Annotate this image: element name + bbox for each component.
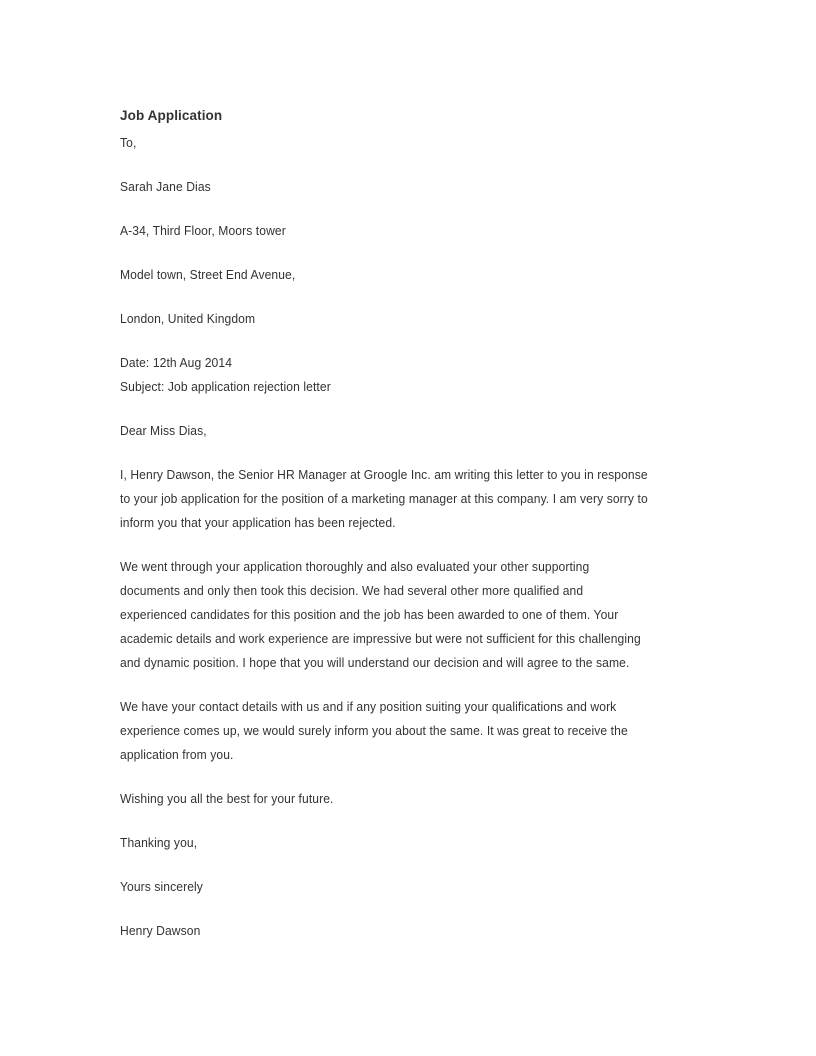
letter-greeting: Dear Miss Dias,	[120, 423, 207, 438]
recipient-name: Sarah Jane Dias	[120, 179, 211, 194]
paragraph-line: We went through your application thoroughly and also evaluated your other supporting	[120, 559, 590, 574]
letter-date: Date: 12th Aug 2014	[120, 355, 233, 370]
paragraph-line: We have your contact details with us and if any position suiting your qualifications and work	[120, 699, 617, 714]
address-line-3: London, United Kingdom	[120, 311, 256, 326]
letter-thanks: Thanking you,	[120, 835, 198, 850]
address-line-2: Model town, Street End Avenue,	[120, 267, 296, 282]
paragraph-line: experience comes up, we would surely inform you about the same. It was great to receive the	[120, 723, 628, 738]
paragraph-line: experienced candidates for this position and the job has been awarded to one of them. Your	[120, 607, 619, 622]
paragraph-line: application from you.	[120, 747, 234, 762]
paragraph-line: to your job application for the position of a marketing manager at this company. I am very sorry to	[120, 491, 648, 506]
letter-signature: Henry Dawson	[120, 923, 201, 938]
address-line-1: A-34, Third Floor, Moors tower	[120, 223, 286, 238]
paragraph-line: documents and only then took this decision. We had several other more qualified and	[120, 583, 584, 598]
letter-wishes: Wishing you all the best for your future.	[120, 791, 334, 806]
salutation-to: To,	[120, 135, 137, 150]
document-title: Job Application	[120, 108, 223, 123]
letter-closing: Yours sincerely	[120, 879, 203, 894]
letter-subject: Subject: Job application rejection letter	[120, 379, 331, 394]
paragraph-line: academic details and work experience are impressive but were not sufficient for this challenging	[120, 631, 641, 646]
paragraph-line: and dynamic position. I hope that you will understand our decision and will agree to the same.	[120, 655, 630, 670]
paragraph-line: inform you that your application has been rejected.	[120, 515, 396, 530]
paragraph-line: I, Henry Dawson, the Senior HR Manager at Groogle Inc. am writing this letter to you in response	[120, 467, 648, 482]
